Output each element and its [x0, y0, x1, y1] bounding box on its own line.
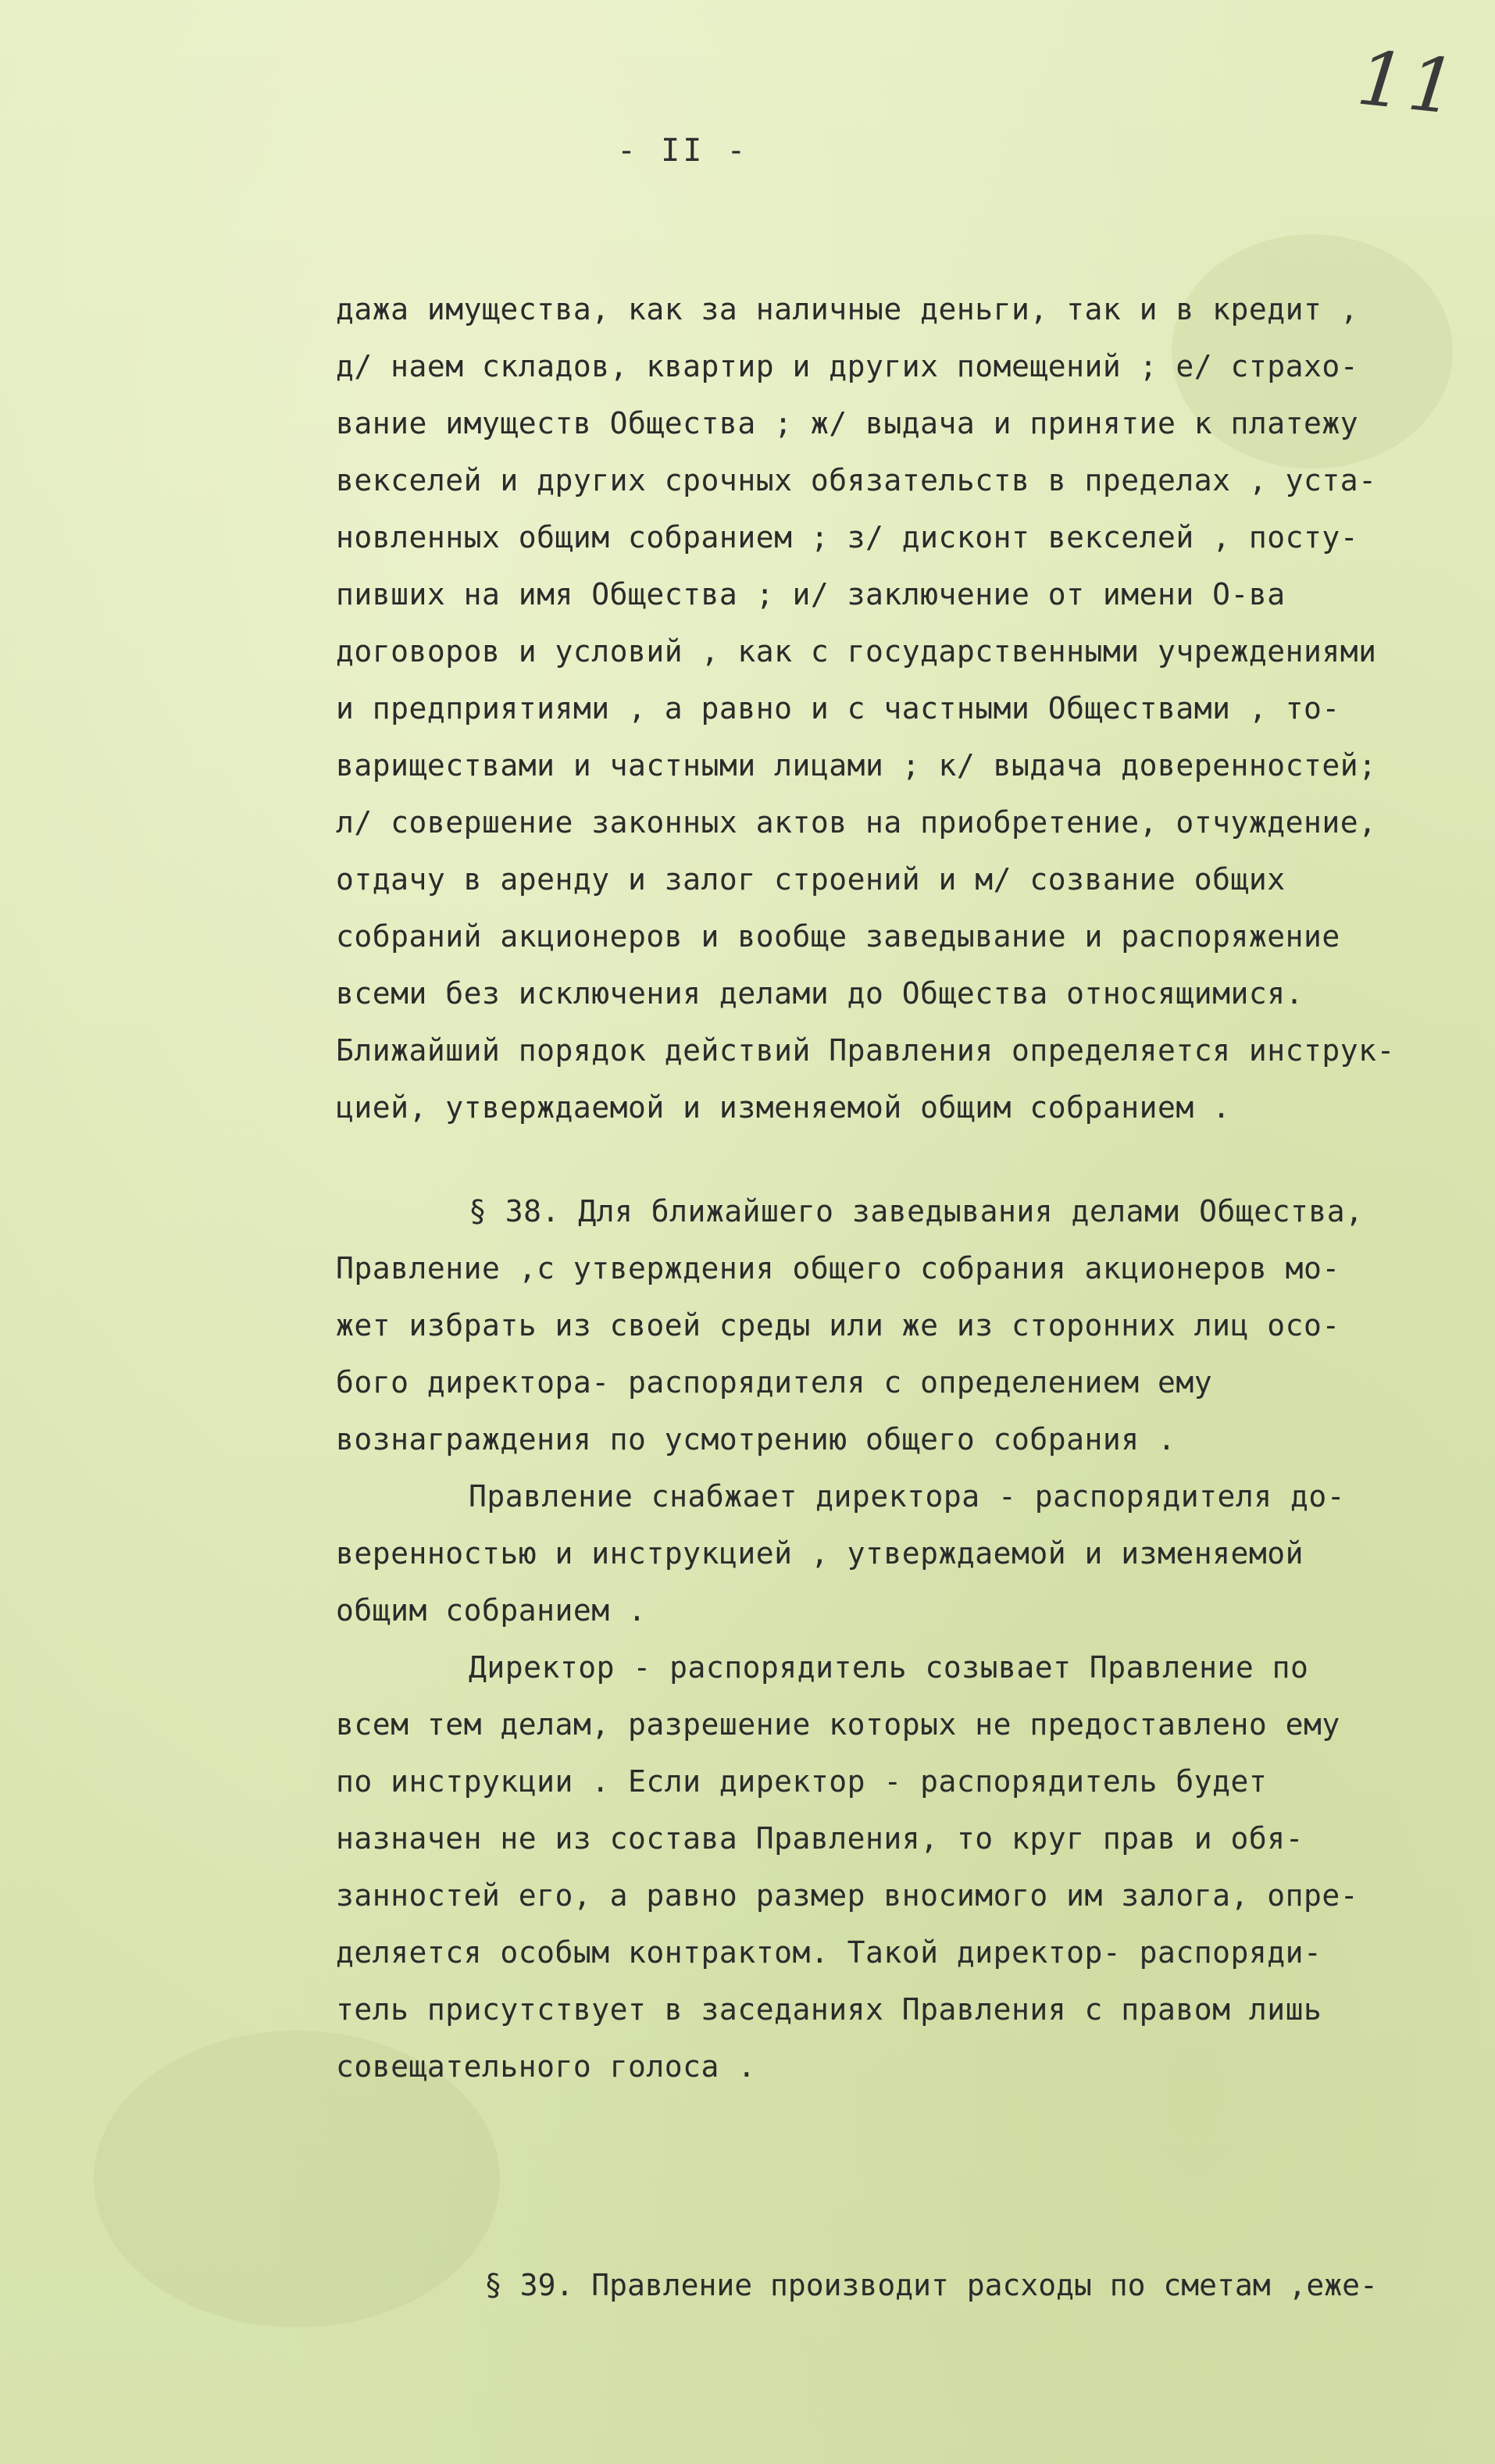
text-line: назначен не из состава Правления, то круг прав и обя- — [336, 1821, 1304, 1856]
handwritten-page-number: 11 — [1353, 34, 1464, 132]
text-line: всеми без исключения делами до Общества относящимися. — [336, 976, 1304, 1011]
text-line: отдачу в аренду и залог строений и м/ созвание общих — [336, 862, 1286, 897]
text-line: всем тем делам, разрешение которых не предоставлено ему — [336, 1707, 1340, 1742]
text-line: собраний акционеров и вообще заведывание и распоряжение — [336, 919, 1340, 954]
text-line: совещательного голоса . — [336, 2049, 756, 2084]
text-line: цией, утверждаемой и изменяемой общим собранием . — [336, 1090, 1231, 1125]
text-line: вание имуществ Общества ; ж/ выдача и принятие к платежу — [336, 406, 1359, 440]
text-line: бого директора- распорядителя с определением ему — [336, 1365, 1213, 1400]
text-line: вознаграждения по усмотрению общего собрания . — [336, 1422, 1176, 1457]
text-line: по инструкции . Если директор - распорядитель будет — [336, 1764, 1268, 1799]
text-line: деляется особым контрактом. Такой директор- распоряди- — [336, 1935, 1322, 1970]
text-line: л/ совершение законных актов на приобретение, отчуждение, — [336, 805, 1377, 840]
text-line: векселей и других срочных обязательств в пределах , уста- — [336, 463, 1377, 497]
text-line: новленных общим собранием ; з/ дисконт векселей , посту- — [336, 520, 1359, 554]
text-line: веренностью и инструкцией , утверждаемой и изменяемой — [336, 1536, 1304, 1571]
text-line: Правление ,с утверждения общего собрания акционеров мо- — [336, 1251, 1340, 1285]
text-line: Ближайший порядок действий Правления определяется инструк- — [336, 1033, 1395, 1068]
text-line: занностей его, а равно размер вносимого им залога, опре- — [336, 1878, 1359, 1913]
section-38 — [336, 1183, 1476, 2095]
text-line: дажа имущества, как за наличные деньги, так и в кредит , — [336, 292, 1359, 326]
text-line: пивших на имя Общества ; и/ заключение от имени О-ва — [336, 577, 1286, 612]
paragraph-start-line: Директор - распорядитель созывает Правление по — [469, 1650, 1309, 1685]
text-line: и предприятиями , а равно и с частными Обществами , то- — [336, 691, 1340, 726]
section-38-heading-line: § 38. Для ближайшего заведывания делами Общества, — [469, 1194, 1364, 1228]
paragraph-start-line: Правление снабжает директора - распорядителя до- — [469, 1479, 1346, 1514]
text-line: жет избрать из своей среды или же из сторонних лиц осо- — [336, 1308, 1340, 1343]
text-line: д/ наем складов, квартир и других помещений ; е/ страхо- — [336, 349, 1359, 383]
section-39-heading-line: § 39. Правление производит расходы по сметам ,еже- — [484, 2268, 1378, 2302]
page-number: - II - — [617, 133, 749, 169]
document-text — [336, 281, 1476, 2095]
text-line: общим собранием . — [336, 1593, 647, 1628]
text-line: тель присутствует в заседаниях Правления с правом лишь — [336, 1992, 1322, 2027]
text-line: договоров и условий , как с государственными учреждениями — [336, 634, 1377, 669]
text-line: вариществами и частными лицами ; к/ выдача доверенностей; — [336, 748, 1377, 783]
